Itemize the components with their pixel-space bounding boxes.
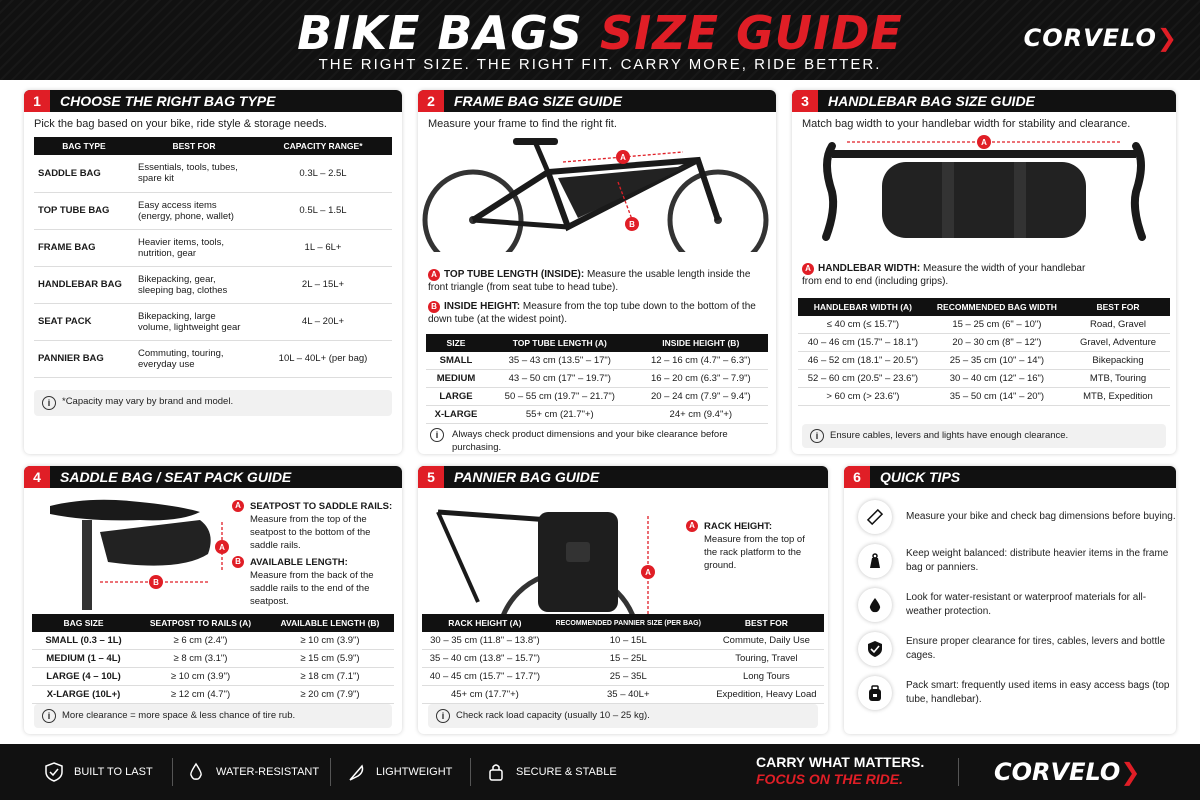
panel-intro: Match bag width to your handlebar width for stability and clearance.: [802, 118, 1131, 130]
table-cell: Touring, Travel: [709, 650, 824, 668]
table-row: [34, 266, 392, 303]
table-row: [798, 334, 1170, 352]
table-cell: Easy access items (energy, phone, wallet): [134, 192, 254, 229]
table-cell: Commuting, touring, everyday use: [134, 340, 254, 377]
table-row: [32, 668, 394, 686]
footer-separator: [330, 758, 331, 786]
marker-b: B: [629, 220, 635, 229]
panel-handlebar-bag: [792, 90, 1176, 454]
table-cell: MTB, Touring: [1066, 370, 1170, 388]
table-cell: 55+ cm (21.7"+): [486, 406, 634, 424]
brand-logo: CORVELO❯: [1023, 24, 1178, 52]
lock-icon: [486, 762, 506, 782]
footer-feature: BUILT TO LAST: [44, 762, 153, 782]
footer-bar: [0, 744, 1200, 800]
table-cell: LARGE (4 – 10L): [32, 668, 135, 686]
table-cell: Long Tours: [709, 668, 824, 686]
tip-item: Measure your bike and check bag dimensions before buying.: [844, 496, 1176, 538]
panel-quick-tips: [844, 466, 1176, 734]
table-cell: 46 – 52 cm (18.1" – 20.5"): [798, 352, 928, 370]
footer-feature: WATER-RESISTANT: [186, 762, 319, 782]
frame-bag-bike-illustration: [418, 132, 776, 252]
table-cell: 15 – 25 cm (6" – 10"): [928, 316, 1066, 334]
panel-saddle-bag: [24, 466, 402, 734]
bag-type-table: BAG TYPE BEST FOR CAPACITY RANGE* SADDLE BAG Essentials, tools, tubes, spare kit 0.3L – 2.5L TOP TUBE BAG Easy access items (energy, phone, wallet) 0.5L – 1.5L FRAME BAG Heavier items, tools, nutrition, gear 1L – 6L+ HANDLEBAR BAG Bikepacking, gear, sleeping bag, clothes 2L – 15L+ SEAT PACK Bikepacking, large volume, lightweight gear 4L – 20L+ PANNIER BAG Commuting, touring, everyday use 10L – 40L+ (per bag): [34, 137, 392, 378]
measure-a-text: A HANDLEBAR WIDTH: Measure the width of your handlebar from end to end (including grips).: [802, 263, 1086, 287]
marker-a: A: [620, 153, 626, 162]
table-cell: 15 – 25L: [548, 650, 709, 668]
table-row: [422, 650, 824, 668]
table-cell: 43 – 50 cm (17" – 19.7"): [486, 370, 634, 388]
marker-a: A: [981, 138, 987, 147]
table-cell: 40 – 46 cm (15.7" – 18.1"): [798, 334, 928, 352]
table-cell: 30 – 40 cm (12" – 16"): [928, 370, 1066, 388]
table-cell: 35 – 43 cm (13.5" – 17"): [486, 352, 634, 370]
table-cell: ≥ 12 cm (4.7"): [135, 686, 266, 704]
table-cell: 10 – 15L: [548, 632, 709, 650]
pannier-note: i Check rack load capacity (usually 10 – 25 kg).: [428, 704, 818, 728]
table-cell: SADDLE BAG: [34, 155, 134, 192]
panel-header: 2 FRAME BAG SIZE GUIDE: [418, 90, 776, 112]
table-row: [32, 650, 394, 668]
footer-slogan: CARRY WHAT MATTERS. FOCUS ON THE RIDE.: [756, 754, 925, 787]
page-subtitle: THE RIGHT SIZE. THE RIGHT FIT. CARRY MORE, RIDE BETTER.: [318, 56, 882, 73]
table-cell: ≥ 8 cm (3.1"): [135, 650, 266, 668]
table-cell: 2L – 15L+: [254, 266, 392, 303]
table-cell: Commute, Daily Use: [709, 632, 824, 650]
handlebar-note: i Ensure cables, levers and lights have enough clearance.: [802, 424, 1166, 448]
table-row: [426, 352, 768, 370]
table-cell: 4L – 20L+: [254, 303, 392, 340]
table-cell: 0.3L – 2.5L: [254, 155, 392, 192]
feather-icon: [346, 762, 366, 782]
panel-bag-types: [24, 90, 402, 454]
table-cell: ≥ 10 cm (3.9"): [266, 632, 394, 650]
table-cell: MEDIUM: [426, 370, 486, 388]
panel-header: 3 HANDLEBAR BAG SIZE GUIDE: [792, 90, 1176, 112]
table-row: [798, 370, 1170, 388]
tip-item: Keep weight balanced: distribute heavier items in the frame bag or panniers.: [844, 540, 1176, 582]
table-cell: Bikepacking, large volume, lightweight gear: [134, 303, 254, 340]
table-row: [798, 316, 1170, 334]
table-cell: 1L – 6L+: [254, 229, 392, 266]
panel-intro: Pick the bag based on your bike, ride style & storage needs.: [34, 118, 327, 130]
table-cell: 35 – 40 cm (13.8" – 15.7"): [422, 650, 548, 668]
footer-feature: LIGHTWEIGHT: [346, 762, 452, 782]
table-row: [32, 632, 394, 650]
table-cell: SEAT PACK: [34, 303, 134, 340]
table-cell: Expedition, Heavy Load: [709, 686, 824, 704]
table-row: [34, 155, 392, 192]
table-cell: SMALL (0.3 – 1L): [32, 632, 135, 650]
header-banner: [0, 0, 1200, 80]
panel-header: 1 CHOOSE THE RIGHT BAG TYPE: [24, 90, 402, 112]
saddle-bag-illustration: [30, 492, 240, 612]
footer-separator: [172, 758, 173, 786]
frame-note: i Always check product dimensions and your bike clearance before purchasing.: [428, 428, 766, 454]
footer-brand-logo: CORVELO❯: [994, 758, 1141, 786]
handlebar-bag-illustration: [792, 132, 1176, 256]
table-cell: 40 – 45 cm (15.7" – 17.7"): [422, 668, 548, 686]
table-cell: 20 – 30 cm (8" – 12"): [928, 334, 1066, 352]
panel-pannier-bag: [418, 466, 828, 734]
marker-a: A: [219, 543, 225, 552]
table-cell: 52 – 60 cm (20.5" – 23.6"): [798, 370, 928, 388]
measure-a-text: A RACK HEIGHT: Measure from the top of the rack platform to the ground.: [686, 520, 816, 572]
backpack-icon: [858, 676, 892, 710]
table-cell: Essentials, tools, tubes, spare kit: [134, 155, 254, 192]
table-row: [34, 192, 392, 229]
panel-header: 5 PANNIER BAG GUIDE: [418, 466, 828, 488]
tip-item: Pack smart: frequently used items in easy access bags (top tube, handlebar).: [844, 672, 1176, 714]
water-drop-icon: [858, 588, 892, 622]
table-row: [798, 352, 1170, 370]
saddle-size-table: BAG SIZE SEATPOST TO RAILS (A) AVAILABLE LENGTH (B) SMALL (0.3 – 1L) ≥ 6 cm (2.4") ≥ 10 cm (3.9") MEDIUM (1 – 4L) ≥ 8 cm (3.1") ≥ 15 cm (5.9") LARGE (4 – 10L) ≥ 10 cm (3.9") ≥ 18 cm (7.1") X-LARGE (10L+) ≥ 12 cm (4.7") ≥ 20 cm (7.9"): [32, 614, 394, 704]
table-cell: FRAME BAG: [34, 229, 134, 266]
panel-intro: Measure your frame to find the right fit.: [428, 118, 617, 130]
table-cell: X-LARGE (10L+): [32, 686, 135, 704]
page-title: BIKE BAGS SIZE GUIDE: [297, 6, 903, 60]
table-cell: LARGE: [426, 388, 486, 406]
table-cell: 25 – 35L: [548, 668, 709, 686]
table-cell: MEDIUM (1 – 4L): [32, 650, 135, 668]
table-row: [426, 370, 768, 388]
table-cell: Bikepacking, gear, sleeping bag, clothes: [134, 266, 254, 303]
table-cell: ≥ 15 cm (5.9"): [266, 650, 394, 668]
table-cell: Bikepacking: [1066, 352, 1170, 370]
table-cell: TOP TUBE BAG: [34, 192, 134, 229]
capacity-note: i *Capacity may vary by brand and model.: [34, 390, 392, 416]
footer-separator: [470, 758, 471, 786]
shield-check-icon: [858, 632, 892, 666]
table-row: [34, 340, 392, 377]
saddle-note: i More clearance = more space & less chance of tire rub.: [34, 704, 392, 728]
table-cell: X-LARGE: [426, 406, 486, 424]
table-cell: 12 – 16 cm (4.7" – 6.3"): [634, 352, 768, 370]
table-row: [32, 686, 394, 704]
table-cell: PANNIER BAG: [34, 340, 134, 377]
table-row: [422, 686, 824, 704]
marker-a: A: [645, 568, 651, 577]
table-row: [34, 303, 392, 340]
measure-a-text: A SEATPOST TO SADDLE RAILS: Measure from the top of the seatpost to the bottom of the saddle rails.: [232, 500, 398, 552]
table-cell: 20 – 24 cm (7.9" – 9.4"): [634, 388, 768, 406]
table-row: [426, 388, 768, 406]
table-cell: > 60 cm (> 23.6"): [798, 388, 928, 406]
tip-item: Look for water-resistant or waterproof materials for all-weather protection.: [844, 584, 1176, 626]
table-cell: Gravel, Adventure: [1066, 334, 1170, 352]
measure-b-text: B AVAILABLE LENGTH: Measure from the back of the saddle rails to the end of the seatpost.: [232, 556, 398, 608]
marker-b: B: [153, 578, 159, 587]
shield-check-icon: [44, 762, 64, 782]
panel-header: 6 QUICK TIPS: [844, 466, 1176, 488]
ruler-icon: [858, 500, 892, 534]
table-cell: 35 – 40L+: [548, 686, 709, 704]
table-cell: SMALL: [426, 352, 486, 370]
table-row: [798, 388, 1170, 406]
table-row: [426, 406, 768, 424]
table-cell: 16 – 20 cm (6.3" – 7.9"): [634, 370, 768, 388]
handlebar-size-table: HANDLEBAR WIDTH (A) RECOMMENDED BAG WIDTH BEST FOR ≤ 40 cm (≤ 15.7") 15 – 25 cm (6" – 10") Road, Gravel 40 – 46 cm (15.7" – 18.1") 20 – 30 cm (8" – 12") Gravel, Adventure 46 – 52 cm (18.1" – 20.5") 25 – 35 cm (10" – 14") Bikepacking 52 – 60 cm (20.5" – 23.6") 30 – 40 cm (12" – 16") MTB, Touring > 60 cm (> 23.6") 35 – 50 cm (14" – 20") MTB, Expedition: [798, 298, 1170, 406]
panel-header: 4 SADDLE BAG / SEAT PACK GUIDE: [24, 466, 402, 488]
table-cell: Road, Gravel: [1066, 316, 1170, 334]
table-cell: HANDLEBAR BAG: [34, 266, 134, 303]
table-cell: ≥ 18 cm (7.1"): [266, 668, 394, 686]
measure-a-text: A TOP TUBE LENGTH (INSIDE): Measure the usable length inside the front triangle (from seat tube to head tube).: [428, 269, 751, 293]
weight-icon: [858, 544, 892, 578]
table-cell: ≥ 10 cm (3.9"): [135, 668, 266, 686]
panel-frame-bag: [418, 90, 776, 454]
table-row: [34, 229, 392, 266]
footer-separator: [958, 758, 959, 786]
table-cell: 25 – 35 cm (10" – 14"): [928, 352, 1066, 370]
table-cell: ≥ 20 cm (7.9"): [266, 686, 394, 704]
table-cell: 10L – 40L+ (per bag): [254, 340, 392, 377]
tip-item: Ensure proper clearance for tires, cables, levers and bottle cages.: [844, 628, 1176, 670]
table-cell: Heavier items, tools, nutrition, gear: [134, 229, 254, 266]
table-row: [422, 668, 824, 686]
pannier-size-table: RACK HEIGHT (A) RECOMMENDED PANNIER SIZE (PER BAG) BEST FOR 30 – 35 cm (11.8" – 13.8") 10 – 15L Commute, Daily Use 35 – 40 cm (13.8" – 15.7") 15 – 25L Touring, Travel 40 – 45 cm (15.7" – 17.7") 25 – 35L Long Tours 45+ cm (17.7"+) 35 – 40L+ Expedition, Heavy Load: [422, 614, 824, 704]
table-cell: 0.5L – 1.5L: [254, 192, 392, 229]
pannier-bag-illustration: [418, 492, 678, 614]
table-cell: ≤ 40 cm (≤ 15.7"): [798, 316, 928, 334]
table-cell: 24+ cm (9.4"+): [634, 406, 768, 424]
table-cell: MTB, Expedition: [1066, 388, 1170, 406]
frame-size-table: SIZE TOP TUBE LENGTH (A) INSIDE HEIGHT (B) SMALL 35 – 43 cm (13.5" – 17") 12 – 16 cm (4.7" – 6.3") MEDIUM 43 – 50 cm (17" – 19.7") 16 – 20 cm (6.3" – 7.9") LARGE 50 – 55 cm (19.7" – 21.7") 20 – 24 cm (7.9" – 9.4") X-LARGE 55+ cm (21.7"+) 24+ cm (9.4"+): [426, 334, 768, 424]
table-cell: ≥ 6 cm (2.4"): [135, 632, 266, 650]
footer-feature: SECURE & STABLE: [486, 762, 617, 782]
measure-b-text: B INSIDE HEIGHT: Measure from the top tube down to the bottom of the down tube (at the widest point).: [428, 301, 756, 325]
table-cell: 35 – 50 cm (14" – 20"): [928, 388, 1066, 406]
water-drop-icon: [186, 762, 206, 782]
table-cell: 30 – 35 cm (11.8" – 13.8"): [422, 632, 548, 650]
table-row: [422, 632, 824, 650]
table-cell: 50 – 55 cm (19.7" – 21.7"): [486, 388, 634, 406]
table-cell: 45+ cm (17.7"+): [422, 686, 548, 704]
